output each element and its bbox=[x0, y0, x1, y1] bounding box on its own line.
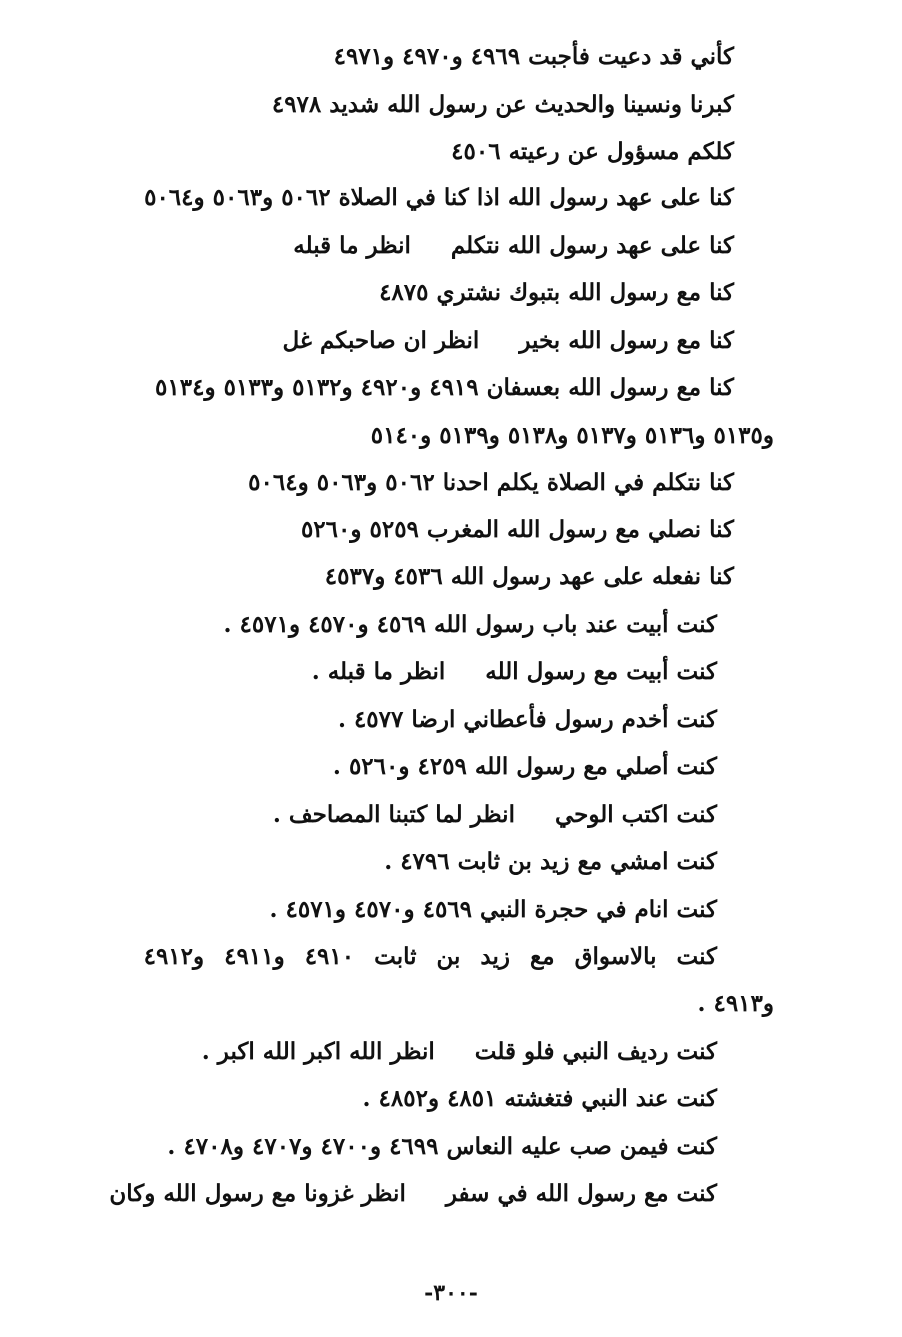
entry-text: كنا على عهد رسول الله اذا كنا في الصلاة ٥٠٦٢ و٥٠٦٣ و٥٠٦٤ bbox=[144, 184, 734, 211]
entry-cross-reference: انظر لما كتبنا المصاحف . bbox=[272, 801, 515, 828]
index-entry bbox=[224, 610, 717, 640]
entry-text: كنت أبيت مع رسول الله bbox=[485, 658, 717, 685]
entry-text: كلكم مسؤول عن رعيته ٤٥٠٦ bbox=[451, 138, 734, 165]
entry-text: كنا مع رسول الله بخير bbox=[519, 327, 734, 354]
entry-text: و٤٩١٣ . bbox=[697, 990, 774, 1017]
entry-text: كنا نتكلم في الصلاة يكلم احدنا ٥٠٦٢ و٥٠٦٣ و٥٠٦٤ bbox=[248, 469, 734, 496]
index-entry bbox=[325, 562, 734, 592]
entry-text: كنت رديف النبي فلو قلت bbox=[474, 1038, 717, 1065]
entry-text: كنت أبيت عند باب رسول الله ٤٥٦٩ و٤٥٧٠ و٤٥٧١ . bbox=[223, 611, 717, 638]
entry-cross-reference: انظر ما قبله . bbox=[311, 658, 446, 685]
entry-text: و٥١٣٥ و٥١٣٦ و٥١٣٧ و٥١٣٨ و٥١٣٩ و٥١٤٠ bbox=[370, 422, 774, 449]
entry-text: كبرنا ونسينا والحديث عن رسول الله شديد ٤٩٧٨ bbox=[271, 91, 734, 118]
entry-text: كنا مع رسول الله بتبوك نشتري ٤٨٧٥ bbox=[379, 279, 734, 306]
page-number: -٣٠٠- bbox=[424, 1280, 478, 1306]
entry-cross-reference: انظر ما قبله bbox=[293, 232, 411, 259]
entry-cross-reference: انظر الله اكبر الله اكبر . bbox=[201, 1038, 435, 1065]
index-entry bbox=[269, 895, 717, 925]
entry-text: كأني قد دعيت فأجبت ٤٩٦٩ و٤٩٧٠ و٤٩٧١ bbox=[333, 43, 734, 70]
entry-text: كنت بالاسواق مع زيد بن ثابت ٤٩١٠ و٤٩١١ و٤٩١٢ bbox=[143, 943, 717, 970]
entry-text: كنت أصلي مع رسول الله ٤٢٥٩ و٥٢٦٠ . bbox=[332, 753, 717, 780]
index-entry bbox=[312, 657, 717, 687]
entry-text: كنت عند النبي فتغشته ٤٨٥١ و٤٨٥٢ . bbox=[362, 1085, 717, 1112]
index-entry bbox=[273, 800, 717, 830]
index-entry bbox=[144, 183, 734, 213]
index-entry bbox=[379, 278, 734, 308]
index-entry bbox=[384, 847, 717, 877]
index-entry bbox=[109, 1179, 717, 1209]
index-entry-continuation bbox=[371, 421, 774, 451]
index-entry bbox=[202, 1037, 717, 1067]
entry-text: كنت امشي مع زيد بن ثابت ٤٧٩٦ . bbox=[384, 848, 717, 875]
index-entry bbox=[334, 42, 734, 72]
index-entry bbox=[301, 515, 734, 545]
entry-text: كنت أخدم رسول فأعطاني ارضا ٤٥٧٧ . bbox=[337, 706, 717, 733]
entry-text: كنا نصلي مع رسول الله المغرب ٥٢٥٩ و٥٢٦٠ bbox=[300, 516, 734, 543]
index-entry bbox=[293, 231, 734, 261]
entry-cross-reference: انظر ان صاحبكم غل bbox=[282, 327, 480, 354]
index-entry bbox=[283, 326, 735, 356]
index-entry-continuation bbox=[697, 989, 774, 1019]
entry-text: كنت اكتب الوحي bbox=[554, 801, 717, 828]
index-entry bbox=[363, 1084, 718, 1114]
index-entry bbox=[333, 752, 717, 782]
entry-text: كنت مع رسول الله في سفر bbox=[445, 1180, 717, 1207]
index-entry bbox=[167, 1132, 717, 1162]
entry-text: كنت فيمن صب عليه النعاس ٤٦٩٩ و٤٧٠٠ و٤٧٠٧ و٤٧٠٨ . bbox=[167, 1133, 717, 1160]
entry-text: كنا مع رسول الله بعسفان ٤٩١٩ و٤٩٢٠ و٥١٣٢ و٥١٣٣ و٥١٣٤ bbox=[155, 374, 734, 401]
index-entry bbox=[338, 705, 717, 735]
index-entry bbox=[248, 468, 734, 498]
entry-text: كنا على عهد رسول الله نتكلم bbox=[450, 232, 734, 259]
index-entry bbox=[272, 90, 734, 120]
entry-text: كنت انام في حجرة النبي ٤٥٦٩ و٤٥٧٠ و٤٥٧١ . bbox=[269, 896, 717, 923]
index-entry bbox=[451, 137, 734, 167]
entry-text: كنا نفعله على عهد رسول الله ٤٥٣٦ و٤٥٣٧ bbox=[324, 563, 734, 590]
index-entry bbox=[144, 942, 717, 972]
entry-cross-reference: انظر غزونا مع رسول الله وكان bbox=[109, 1180, 406, 1207]
index-entry bbox=[155, 373, 734, 403]
